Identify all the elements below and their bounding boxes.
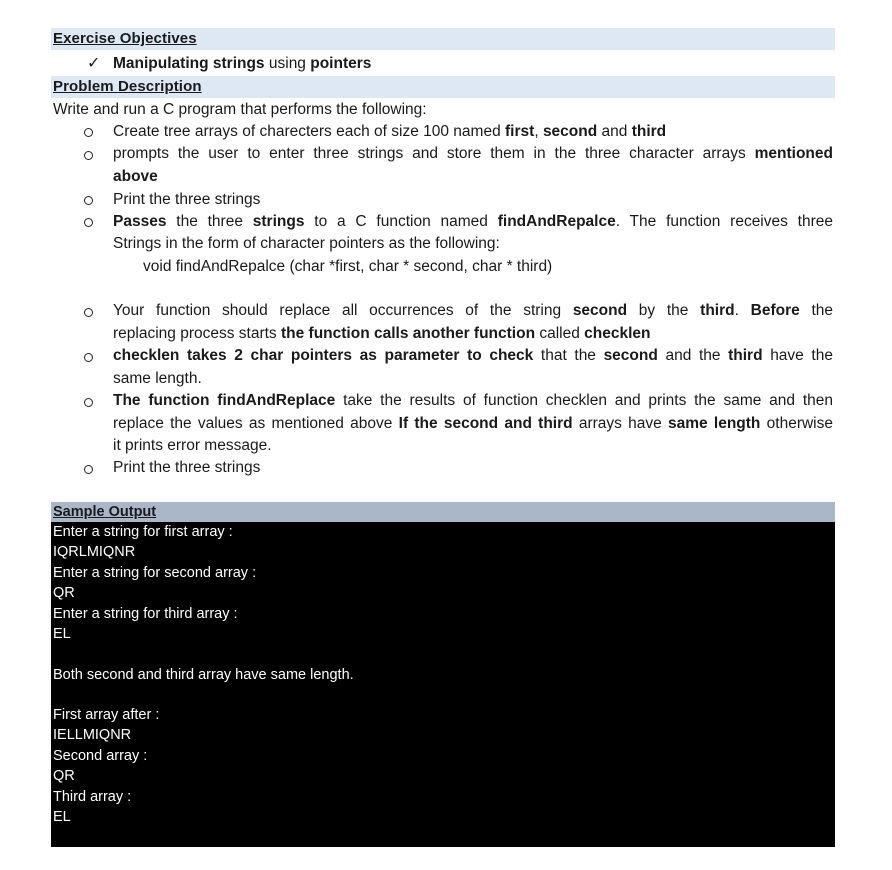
circle-bullet-icon xyxy=(84,398,93,407)
console-line: Second array : xyxy=(53,748,148,764)
console-line: IELLMIQNR xyxy=(53,727,132,743)
console-line: Both second and third array have same length. xyxy=(53,667,354,683)
console-line: Enter a string for second array : xyxy=(53,565,257,581)
step-prompt-user: prompts the user to enter three strings and store them in the three character arrays mentioned xyxy=(113,145,833,162)
checkmark-icon: ✓ xyxy=(87,55,101,72)
sample-output-heading: Sample Output xyxy=(53,504,157,520)
console-line: QR xyxy=(53,585,75,601)
objectives-heading: Exercise Objectives xyxy=(53,30,197,47)
problem-heading: Problem Description xyxy=(53,78,202,95)
step-replace-occurrences: Your function should replace all occurrences of the string second by the third. Before the xyxy=(113,302,834,319)
step-checklen-line2: same length. xyxy=(113,370,202,387)
problem-intro: Write and run a C program that performs the following: xyxy=(53,101,427,118)
sample-output-heading-band xyxy=(51,502,835,522)
console-output xyxy=(51,522,835,847)
console-line: EL xyxy=(53,809,71,825)
objective-item: Manipulating strings using pointers xyxy=(113,55,372,72)
console-line: First array after : xyxy=(53,707,160,723)
step-print-strings-final: Print the three strings xyxy=(113,459,261,476)
step-passes-strings-line2: Strings in the form of character pointers as the following: xyxy=(113,235,500,252)
circle-bullet-icon xyxy=(84,151,93,160)
console-line: Third array : xyxy=(53,789,132,805)
console-line: QR xyxy=(53,768,75,784)
step-create-arrays: Create tree arrays of charecters each of size 100 named first, second and third xyxy=(113,123,667,140)
circle-bullet-icon xyxy=(84,465,93,474)
step-passes-strings: Passes the three strings to a C function named findAndRepalce. The function receives three xyxy=(113,213,834,230)
circle-bullet-icon xyxy=(84,218,93,227)
step-print-strings: Print the three strings xyxy=(113,191,261,208)
step-replace-occurrences-line2: replacing process starts the function calls another function called checklen xyxy=(113,325,651,342)
circle-bullet-icon xyxy=(84,196,93,205)
step-find-and-replace-line3: it prints error message. xyxy=(113,437,272,454)
circle-bullet-icon xyxy=(84,308,93,317)
console-line: IQRLMIQNR xyxy=(53,544,136,560)
console-line: Enter a string for first array : xyxy=(53,524,233,540)
step-find-and-replace-line2: replace the values as mentioned above If the second and third arrays have same length otherwise xyxy=(113,415,833,432)
circle-bullet-icon xyxy=(84,128,93,137)
step-checklen: checklen takes 2 char pointers as parameter to check that the second and the third have the xyxy=(113,347,833,364)
step-prompt-user-line2: above xyxy=(113,168,158,185)
step-find-and-replace: The function findAndReplace take the results of function checklen and prints the same and then xyxy=(113,392,833,409)
console-line: Enter a string for third array : xyxy=(53,606,238,622)
circle-bullet-icon xyxy=(84,353,93,362)
console-line: EL xyxy=(53,626,71,642)
function-signature: void findAndRepalce (char *first, char * second, char * third) xyxy=(143,258,553,275)
